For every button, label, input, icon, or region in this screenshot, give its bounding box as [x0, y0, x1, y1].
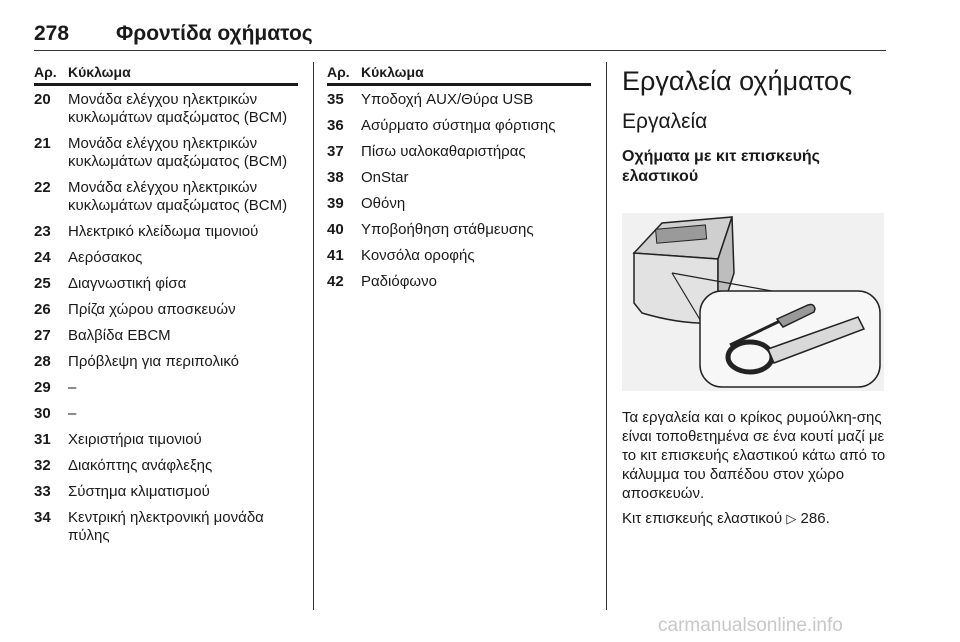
table-row — [34, 379, 298, 397]
column-divider — [606, 62, 607, 610]
table-row — [327, 221, 591, 239]
circuit-name: Μονάδα ελέγχου ηλεκτρικών κυκλωμάτων αμαξώματος (BCM) — [68, 135, 288, 170]
circuit-name: Διαγνωστική φίσα — [68, 275, 187, 292]
table-row — [34, 275, 298, 293]
fuse-number: 41 — [327, 247, 344, 264]
cross-reference[interactable] — [622, 509, 888, 528]
circuit-name: Χειριστήρια τιμονιού — [68, 431, 202, 448]
fuse-number: 34 — [34, 509, 51, 526]
fuse-number: 28 — [34, 353, 51, 370]
page-header — [34, 22, 886, 52]
fuse-number: 24 — [34, 249, 51, 266]
page-number: 278 — [34, 22, 70, 45]
table-row — [34, 301, 298, 319]
table-header — [327, 62, 591, 86]
fuse-number: 26 — [34, 301, 51, 318]
circuit-name: Υποδοχή AUX/Θύρα USB — [361, 91, 534, 108]
circuit-name: Πίσω υαλοκαθαριστήρας — [361, 143, 526, 160]
tools-section — [622, 62, 888, 528]
header-rule — [34, 50, 886, 51]
xref-label: Κιτ επισκευής ελαστικού — [622, 510, 783, 527]
circuit-name: Κονσόλα οροφής — [361, 247, 475, 264]
table-row — [327, 247, 591, 265]
table-row — [34, 249, 298, 267]
fuse-table-right — [327, 62, 591, 291]
fuse-number: 27 — [34, 327, 51, 344]
col-header-circuit: Κύκλωμα — [361, 64, 424, 80]
fuse-number: 22 — [34, 179, 51, 196]
table-row — [34, 431, 298, 449]
circuit-name: Ασύρματο σύστημα φόρτισης — [361, 117, 556, 134]
circuit-name: Υποβοήθηση στάθμευσης — [361, 221, 534, 238]
circuit-name: – — [68, 379, 77, 396]
watermark: carmanualsonline.info — [658, 615, 843, 636]
toolbox-tools-icon — [622, 213, 884, 391]
fuse-number: 35 — [327, 91, 344, 108]
tools-illustration — [622, 213, 884, 391]
table-row — [327, 117, 591, 135]
circuit-name: Σύστημα κλιματισμού — [68, 483, 210, 500]
circuit-name: Διακόπτης ανάφλεξης — [68, 457, 213, 474]
page-title: Φροντίδα οχήματος — [116, 22, 313, 45]
fuse-number: 21 — [34, 135, 51, 152]
table-row — [327, 273, 591, 291]
fuse-number: 33 — [34, 483, 51, 500]
table-row — [34, 135, 298, 171]
table-row — [34, 91, 298, 127]
table-row — [34, 457, 298, 475]
section-subsubheading: Οχήματα με κιτ επισκευής ελαστικού — [622, 148, 820, 185]
table-row — [34, 179, 298, 215]
circuit-name: Οθόνη — [361, 195, 406, 212]
circuit-name: OnStar — [361, 169, 409, 186]
fuse-number: 42 — [327, 273, 344, 290]
column-divider — [313, 62, 314, 610]
table-row — [34, 327, 298, 345]
section-subheading: Εργαλεία — [622, 110, 708, 133]
circuit-name: Πρόβλεψη για περιπολικό — [68, 353, 239, 370]
fuse-number: 37 — [327, 143, 344, 160]
table-row — [34, 405, 298, 423]
table-row — [34, 509, 298, 545]
circuit-name: – — [68, 405, 77, 422]
tools-description: Τα εργαλεία και ο κρίκος ρυμούλκη-σης είναι τοποθετημένα σε ένα κουτί μαζί με το κιτ επισκευής ελαστικού κάτω από το κάλυμμα του δαπέδου στον χώρο αποσκευών. — [622, 409, 886, 502]
section-heading: Εργαλεία οχήματος — [622, 66, 853, 96]
table-header — [34, 62, 298, 86]
col-header-num: Αρ. — [327, 64, 350, 80]
table-row — [327, 195, 591, 213]
xref-page: 286. — [800, 510, 830, 527]
circuit-name: Βαλβίδα EBCM — [68, 327, 171, 344]
circuit-name: Κεντρική ηλεκτρονική μονάδα πύλης — [68, 509, 264, 544]
fuse-number: 40 — [327, 221, 344, 238]
circuit-name: Ραδιόφωνο — [361, 273, 437, 290]
fuse-number: 23 — [34, 223, 51, 240]
circuit-name: Αερόσακος — [68, 249, 143, 266]
circuit-name: Ηλεκτρικό κλείδωμα τιμονιού — [68, 223, 259, 240]
fuse-number: 25 — [34, 275, 51, 292]
table-row — [34, 353, 298, 371]
table-row — [327, 143, 591, 161]
table-row — [34, 483, 298, 501]
xref-arrow-icon: ▷ — [786, 511, 797, 526]
circuit-name: Πρίζα χώρου αποσκευών — [68, 301, 236, 318]
fuse-number: 20 — [34, 91, 51, 108]
col-header-circuit: Κύκλωμα — [68, 64, 131, 80]
table-row — [327, 91, 591, 109]
fuse-number: 38 — [327, 169, 344, 186]
circuit-name: Μονάδα ελέγχου ηλεκτρικών κυκλωμάτων αμαξώματος (BCM) — [68, 179, 288, 214]
circuit-name: Μονάδα ελέγχου ηλεκτρικών κυκλωμάτων αμαξώματος (BCM) — [68, 91, 288, 126]
fuse-number: 36 — [327, 117, 344, 134]
fuse-number: 30 — [34, 405, 51, 422]
fuse-number: 29 — [34, 379, 51, 396]
col-header-num: Αρ. — [34, 64, 57, 80]
fuse-number: 32 — [34, 457, 51, 474]
fuse-number: 39 — [327, 195, 344, 212]
table-row — [327, 169, 591, 187]
fuse-number: 31 — [34, 431, 51, 448]
fuse-table-left — [34, 62, 298, 545]
table-row — [34, 223, 298, 241]
